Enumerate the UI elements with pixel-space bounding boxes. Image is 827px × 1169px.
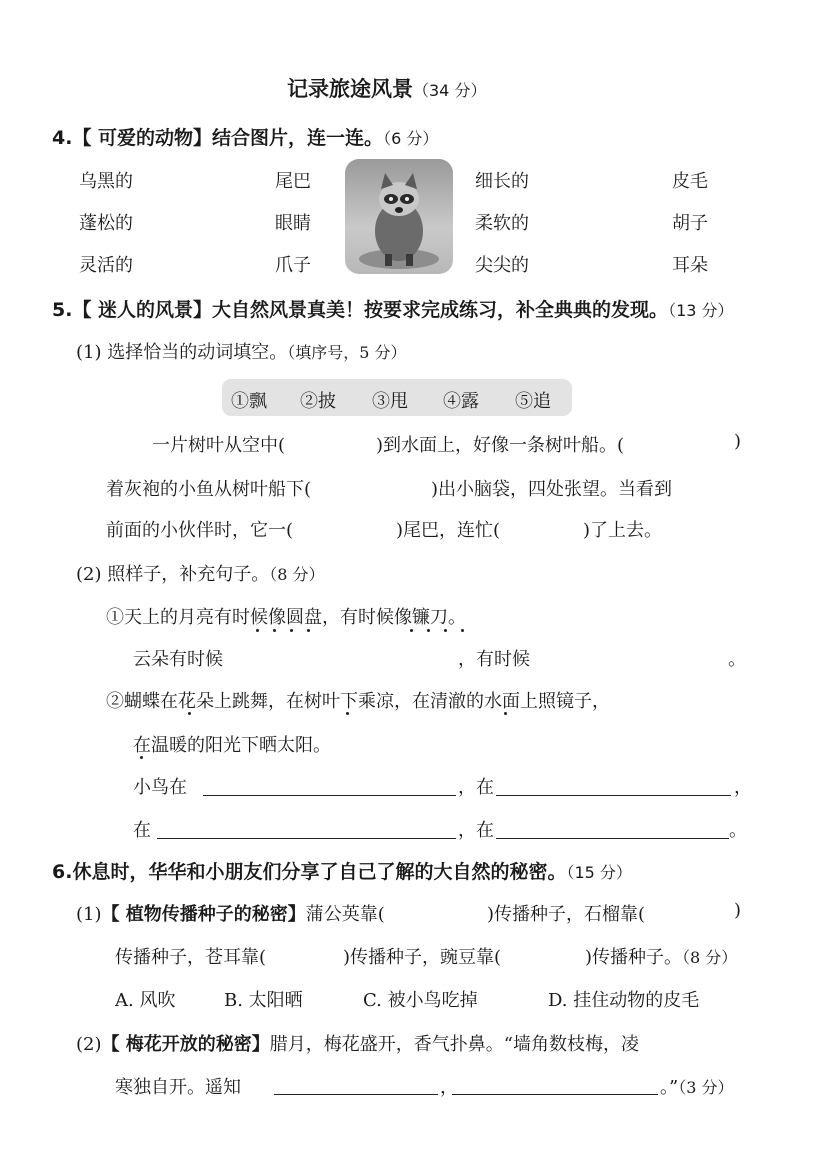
q6-heading-text: 6.休息时，华华和小朋友们分享了自己了解的大自然的秘密。	[52, 861, 567, 883]
raccoon-illustration	[345, 159, 453, 274]
answer-line[interactable]	[274, 1094, 438, 1095]
q4-right-noun-1[interactable]: 皮毛	[672, 171, 708, 192]
passage-l1-c: )	[734, 431, 742, 452]
emphasis-dot	[346, 712, 349, 715]
q6-part1-score: （8 分）	[682, 948, 738, 967]
q5-part2-label	[76, 560, 325, 586]
option-3: ③甩	[372, 391, 408, 412]
q4-right-adj-3[interactable]: 尖尖的	[475, 255, 529, 276]
q6-part1-text2: )传播种子，石榴靠(	[487, 904, 646, 925]
q6-part1-line1	[76, 900, 385, 926]
bird-row1-end: ，	[734, 777, 752, 798]
q4-right-adj-1[interactable]: 细长的	[475, 171, 529, 192]
q6-part2-line2-b: ，	[440, 1077, 458, 1098]
example-2-line2: 在温暖的阳光下晒太阳。	[133, 735, 331, 756]
q6-part2-quote-end: 。”	[660, 1077, 679, 1098]
answer-line[interactable]	[157, 838, 456, 839]
emphasis-dot	[290, 629, 293, 632]
example-1-blank-a-label: 云朵有时候	[133, 649, 223, 670]
title-text: 记录旅途风景	[287, 77, 413, 101]
q6-score: （15 分）	[566, 863, 632, 882]
q4-left-adj-3[interactable]: 灵活的	[79, 255, 133, 276]
passage-l1-a: 一片树叶从空中(	[152, 435, 286, 456]
passage-l3-c: )了上去。	[583, 520, 663, 541]
q6-part2-line2-a: 寒独自开。遥知	[115, 1077, 241, 1098]
q5-score: （13 分）	[668, 301, 734, 320]
q5-part1-label	[76, 338, 407, 364]
passage-l2-b: )出小脑袋，四处张望。当看到	[431, 479, 673, 500]
answer-line[interactable]	[496, 838, 729, 839]
q4-left-adj-1[interactable]: 乌黑的	[79, 171, 133, 192]
choice-c: C. 被小鸟吃掉	[363, 990, 478, 1011]
example-1: ①天上的月亮有时候像圆盘，有时候像镰刀。	[106, 607, 466, 628]
q4-left-noun-1[interactable]: 尾巴	[275, 171, 311, 192]
q6-part2-prefix: (2)	[76, 1034, 102, 1055]
q6-part1-line2-b: )传播种子，豌豆靠(	[343, 947, 502, 968]
page-title	[287, 73, 486, 103]
q5-part2-note: （8 分）	[269, 565, 325, 584]
answer-line[interactable]	[496, 795, 731, 796]
q4-left-noun-3[interactable]: 爪子	[275, 255, 311, 276]
q6-part2-text1: 腊月，梅花盛开，香气扑鼻。“墙角数枝梅，凌	[269, 1034, 639, 1055]
passage-l1-b: )到水面上，好像一条树叶船。(	[376, 435, 625, 456]
answer-line[interactable]	[452, 1094, 658, 1095]
example-1-end: 。	[728, 649, 746, 670]
bird-row2-label: 在	[133, 820, 151, 841]
passage-l3-a: 前面的小伙伴时，它一(	[106, 520, 294, 541]
q4-right-noun-3[interactable]: 耳朵	[672, 255, 708, 276]
emphasis-dot	[188, 712, 191, 715]
q6-part1-line2-c	[585, 943, 737, 969]
emphasis-dot	[504, 712, 507, 715]
emphasis-dot	[444, 629, 447, 632]
q6-part1-line2-a: 传播种子，苍耳靠(	[115, 947, 267, 968]
title-score: （34 分）	[413, 81, 487, 100]
bird-row2-mid: ，在	[458, 820, 494, 841]
emphasis-dot	[256, 629, 259, 632]
q4-right-noun-2[interactable]: 胡子	[672, 213, 708, 234]
q4-heading-text: 4.【 可爱的动物】结合图片，连一连。	[52, 127, 384, 149]
q6-part1-prefix: (1)	[76, 904, 102, 925]
q6-part1-tag: 【 植物传播种子的秘密】	[101, 904, 306, 925]
choice-b: B. 太阳晒	[224, 990, 303, 1011]
option-5: ⑤追	[515, 391, 551, 412]
passage-l3-b: )尾巴，连忙(	[396, 520, 501, 541]
q4-score: （6 分）	[383, 129, 439, 148]
option-4: ④露	[443, 391, 479, 412]
q6-part1-text1: 蒲公英靠(	[305, 904, 385, 925]
passage-l2-a: 着灰袍的小鱼从树叶船下(	[106, 479, 312, 500]
example-1-blank-b-label: ，有时候	[458, 649, 530, 670]
q6-part1-line2-text: )传播种子。	[585, 947, 683, 968]
q4-left-noun-2[interactable]: 眼睛	[275, 213, 311, 234]
bird-row1-label: 小鸟在	[133, 777, 187, 798]
q4-right-adj-2[interactable]: 柔软的	[475, 213, 529, 234]
q5-heading-text: 5.【 迷人的风景】大自然风景真美！按要求完成练习，补全典典的发现。	[52, 299, 669, 321]
q6-part2-line1	[76, 1030, 639, 1056]
emphasis-dot	[273, 629, 276, 632]
q6-part2-tag: 【 梅花开放的秘密】	[101, 1034, 270, 1055]
q5-part2-text: (2) 照样子，补充句子。	[76, 564, 270, 585]
q6-part2-line2-c	[660, 1073, 733, 1099]
q6-part2-score: （3 分）	[678, 1078, 734, 1097]
emphasis-dot	[307, 629, 310, 632]
raccoon-photo-icon	[345, 159, 453, 274]
choice-a: A. 风吹	[115, 990, 176, 1011]
answer-line[interactable]	[203, 795, 456, 796]
option-1: ①飘	[231, 391, 267, 412]
emphasis-dot	[410, 629, 413, 632]
bird-row2-end: 。	[729, 820, 747, 841]
choice-d: D. 挂住动物的皮毛	[548, 990, 700, 1011]
q5-heading	[52, 295, 734, 322]
emphasis-dot	[140, 756, 143, 759]
q4-left-adj-2[interactable]: 蓬松的	[79, 213, 133, 234]
option-2: ②披	[300, 391, 336, 412]
q6-heading	[52, 857, 632, 884]
emphasis-dot	[427, 629, 430, 632]
example-2-line1: ②蝴蝶在花朵上跳舞，在树叶下乘凉，在清澈的水面上照镜子，	[106, 691, 610, 712]
q6-part1-text3: )	[734, 900, 742, 921]
bird-row1-mid: ，在	[458, 777, 494, 798]
emphasis-dot	[461, 629, 464, 632]
q5-part1-text: (1) 选择恰当的动词填空。	[76, 342, 288, 363]
q5-part1-note: （填序号，5 分）	[287, 343, 407, 362]
q4-heading	[52, 123, 438, 150]
